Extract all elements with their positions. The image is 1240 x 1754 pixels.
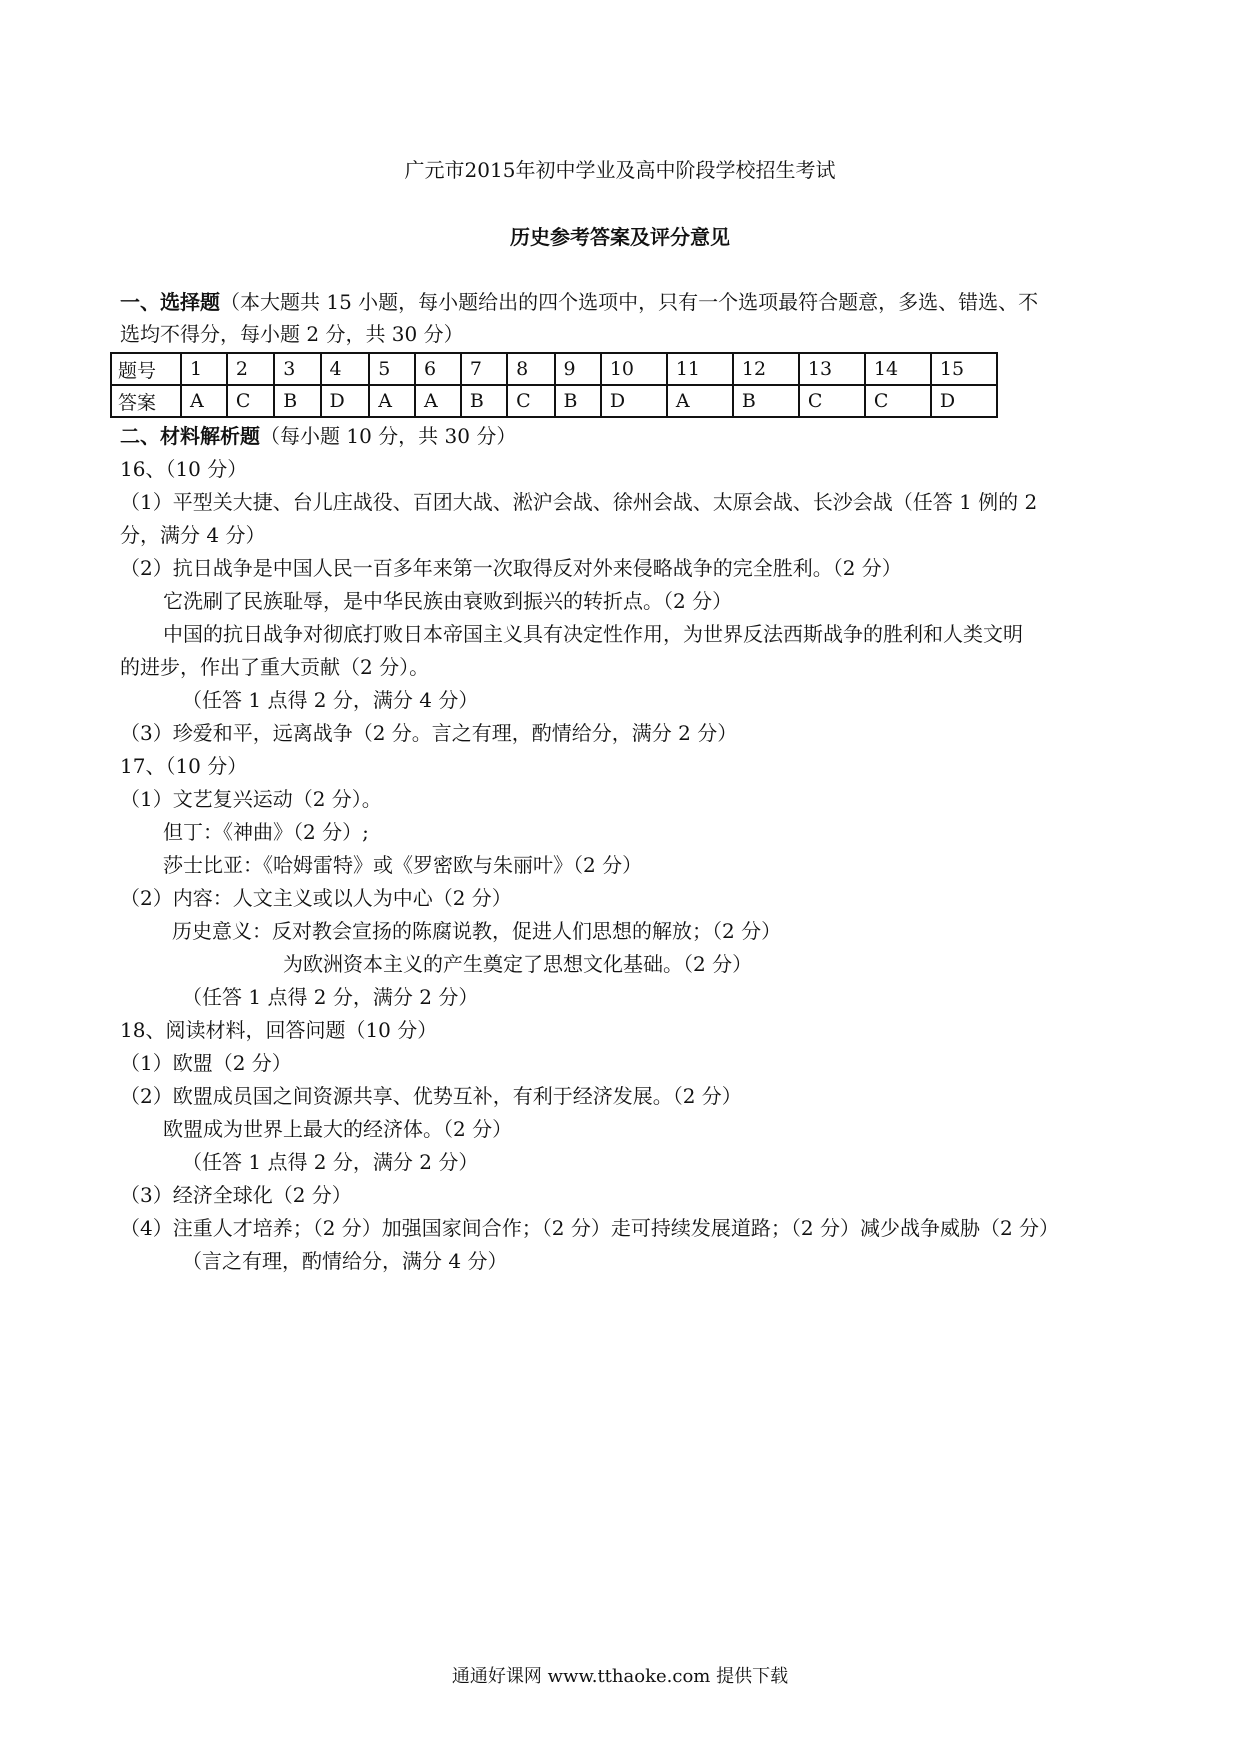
table-cell: 8	[507, 353, 554, 385]
document-title: 广元市2015年初中学业及高中阶段学校招生考试	[404, 158, 836, 182]
table-cell: 9	[555, 353, 601, 385]
table-cell: 11	[667, 353, 733, 385]
table-cell: C	[865, 385, 931, 417]
section2-intro	[120, 420, 516, 449]
table-cell: A	[181, 385, 227, 417]
table-row-answers	[111, 385, 997, 417]
table-cell: 14	[865, 353, 931, 385]
table-cell: 12	[733, 353, 799, 385]
q16-header: 16、（10 分）	[120, 457, 248, 481]
answer-line: 分，满分 4 分）	[120, 523, 266, 547]
answer-line: 莎士比亚：《哈姆雷特》或《罗密欧与朱丽叶》（2 分）	[163, 853, 643, 877]
section1-heading: 一、选择题	[120, 290, 220, 314]
table-cell: 6	[415, 353, 461, 385]
section1-desc2: 选均不得分，每小题 2 分，共 30 分）	[120, 322, 464, 346]
table-cell: A	[369, 385, 415, 417]
table-cell: C	[799, 385, 865, 417]
scoring-note: （任答 1 点得 2 分，满分 2 分）	[182, 985, 479, 1009]
table-cell: B	[555, 385, 601, 417]
answer-line: （4）注重人才培养；（2 分）加强国家间合作；（2 分）走可持续发展道路；（2 分）减少战争威胁（2 分）	[120, 1216, 1060, 1240]
answer-table	[110, 352, 998, 418]
answer-line: （3）经济全球化（2 分）	[120, 1183, 352, 1207]
answer-line: 历史意义：反对教会宣扬的陈腐说教，促进人们思想的解放；（2 分）	[172, 919, 782, 943]
answer-line: （3）珍爱和平，远离战争（2 分。言之有理，酌情给分，满分 2 分）	[120, 721, 738, 745]
table-cell: B	[733, 385, 799, 417]
table-cell: 10	[601, 353, 667, 385]
answer-line: （2）欧盟成员国之间资源共享、优势互补，有利于经济发展。（2 分）	[120, 1084, 742, 1108]
table-cell: C	[507, 385, 554, 417]
answer-line: 欧盟成为世界上最大的经济体。（2 分）	[163, 1117, 513, 1141]
table-label-answer: 答案	[111, 385, 181, 417]
table-cell: 1	[181, 353, 227, 385]
answer-line: 它洗刷了民族耻辱，是中华民族由衰败到振兴的转折点。（2 分）	[163, 589, 733, 613]
table-cell: A	[415, 385, 461, 417]
answer-line: （1）平型关大捷、台儿庄战役、百团大战、淞沪会战、徐州会战、太原会战、长沙会战（任答 1 例的 2	[120, 490, 1038, 514]
table-cell: 5	[369, 353, 415, 385]
document-subtitle: 历史参考答案及评分意见	[510, 225, 730, 249]
table-cell: C	[227, 385, 274, 417]
scoring-note: （言之有理，酌情给分，满分 4 分）	[182, 1249, 508, 1273]
table-cell: 7	[461, 353, 507, 385]
table-cell: B	[274, 385, 320, 417]
answer-line: 但丁：《神曲》（2 分）;	[163, 820, 369, 844]
table-cell: 3	[274, 353, 320, 385]
table-cell: 15	[931, 353, 997, 385]
footer-source: 通通好课网 www.tthaoke.com 提供下载	[451, 1666, 789, 1687]
table-cell: D	[931, 385, 997, 417]
answer-line: （1）文艺复兴运动（2 分）。	[120, 787, 382, 811]
section2-desc: （每小题 10 分，共 30 分）	[260, 424, 517, 448]
answer-line: （1）欧盟（2 分）	[120, 1051, 292, 1075]
table-cell: D	[601, 385, 667, 417]
scoring-note: （任答 1 点得 2 分，满分 4 分）	[182, 688, 479, 712]
table-cell: B	[461, 385, 507, 417]
table-cell: A	[667, 385, 733, 417]
answer-line: （2）内容：人文主义或以人为中心（2 分）	[120, 886, 512, 910]
section2-heading: 二、材料解析题	[120, 424, 260, 448]
q17-header: 17、（10 分）	[120, 754, 248, 778]
answer-line: 中国的抗日战争对彻底打败日本帝国主义具有决定性作用，为世界反法西斯战争的胜利和人类文明	[163, 622, 1023, 646]
answer-line: 为欧洲资本主义的产生奠定了思想文化基础。（2 分）	[283, 952, 753, 976]
answer-line: （2）抗日战争是中国人民一百多年来第一次取得反对外来侵略战争的完全胜利。（2 分）	[120, 556, 902, 580]
table-row-numbers	[111, 353, 997, 385]
scoring-note: （任答 1 点得 2 分，满分 2 分）	[182, 1150, 479, 1174]
table-cell: 2	[227, 353, 274, 385]
q18-header: 18、阅读材料，回答问题（10 分）	[120, 1018, 438, 1042]
table-cell: 4	[321, 353, 370, 385]
table-cell: 13	[799, 353, 865, 385]
section1-desc1: （本大题共 15 小题，每小题给出的四个选项中，只有一个选项最符合题意，多选、错选、不	[220, 290, 1039, 314]
table-label-number: 题号	[111, 353, 181, 385]
table-cell: D	[321, 385, 370, 417]
section1-intro	[120, 286, 1038, 315]
answer-line: 的进步，作出了重大贡献（2 分）。	[120, 655, 430, 679]
